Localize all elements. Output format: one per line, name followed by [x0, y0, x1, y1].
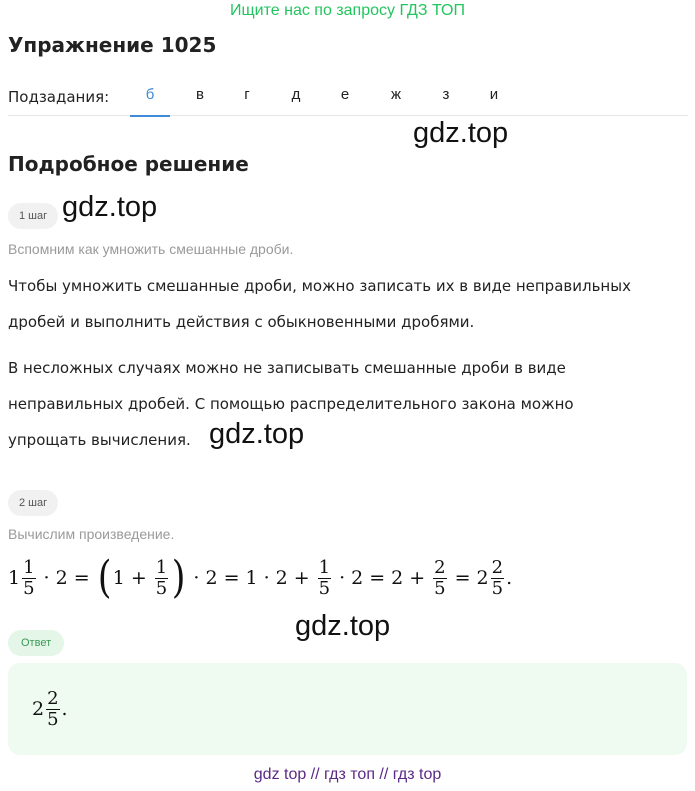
answer-numerator: 2	[47, 687, 59, 709]
fraction	[46, 689, 59, 730]
subtasks-label: Подзадания:	[8, 88, 110, 106]
step-1-line: неправильных дробей. С помощью распределительного закона можно	[8, 395, 574, 413]
fraction: $\frac{2}{5}$	[491, 556, 504, 599]
answer-value	[32, 684, 68, 734]
subtask-tab-v[interactable]: в	[196, 86, 204, 103]
step-1-text	[8, 350, 688, 458]
fraction: $\frac{1}{5}$	[23, 556, 35, 599]
fraction: $\frac{2}{5}$	[434, 556, 446, 599]
step-2-hint: Вычислим произведение.	[8, 526, 175, 542]
watermark: gdz.top	[413, 117, 509, 149]
answer-badge: Ответ	[8, 630, 64, 656]
subtask-tab-z[interactable]: з	[442, 86, 450, 103]
subtask-tab-zh[interactable]: ж	[390, 86, 402, 103]
step-1-badge: 1 шаг	[8, 203, 58, 229]
answer-whole: 2	[32, 698, 45, 720]
subtasks-bar	[8, 86, 688, 116]
solution-formula: 1 $\frac{1}{5}$ · 2 = ( 1 + $\frac{1}{5}$ ) · 2 = 1 · 2 + $\frac{1}{5}$ · 2 = 2 + $\frac{2}{5}$ = 2 $\frac{2}{5}$ .	[8, 552, 513, 603]
watermark: gdz.top	[209, 418, 305, 450]
step-2-badge: 2 шаг	[8, 490, 58, 516]
subtask-tab-e[interactable]: е	[340, 86, 350, 103]
step-1-line: Чтобы умножить смешанные дроби, можно записать их в виде неправильных	[8, 277, 631, 295]
step-1-text	[8, 268, 688, 340]
subtask-tab-d[interactable]: д	[291, 86, 301, 103]
watermark: gdz.top	[62, 191, 158, 223]
step-1-hint: Вспомним как умножить смешанные дроби.	[8, 241, 294, 257]
page-title: Упражнение 1025	[8, 33, 217, 57]
subtask-tab-i[interactable]: и	[489, 86, 499, 103]
section-title: Подробное решение	[8, 152, 249, 176]
subtask-tab-g[interactable]: г	[244, 86, 250, 103]
search-banner: Ищите нас по запросу ГДЗ ТОП	[230, 2, 465, 19]
step-1-line: дробей и выполнить действия с обыкновенными дробями.	[8, 313, 475, 331]
fraction: $\frac{1}{5}$	[155, 556, 168, 599]
watermark: gdz.top	[295, 610, 391, 642]
answer-denominator: 5	[47, 708, 59, 730]
answer-dot: .	[61, 698, 68, 720]
footer-links[interactable]: gdz top // гдз топ // гдз top	[253, 766, 442, 783]
step-1-line: В несложных случаях можно не записывать смешанные дроби в виде	[8, 359, 566, 377]
answer-box	[8, 663, 687, 755]
step-1-line: упрощать вычисления.	[8, 431, 191, 449]
subtask-tab-b[interactable]: б	[130, 86, 170, 117]
fraction: $\frac{1}{5}$	[318, 556, 331, 599]
